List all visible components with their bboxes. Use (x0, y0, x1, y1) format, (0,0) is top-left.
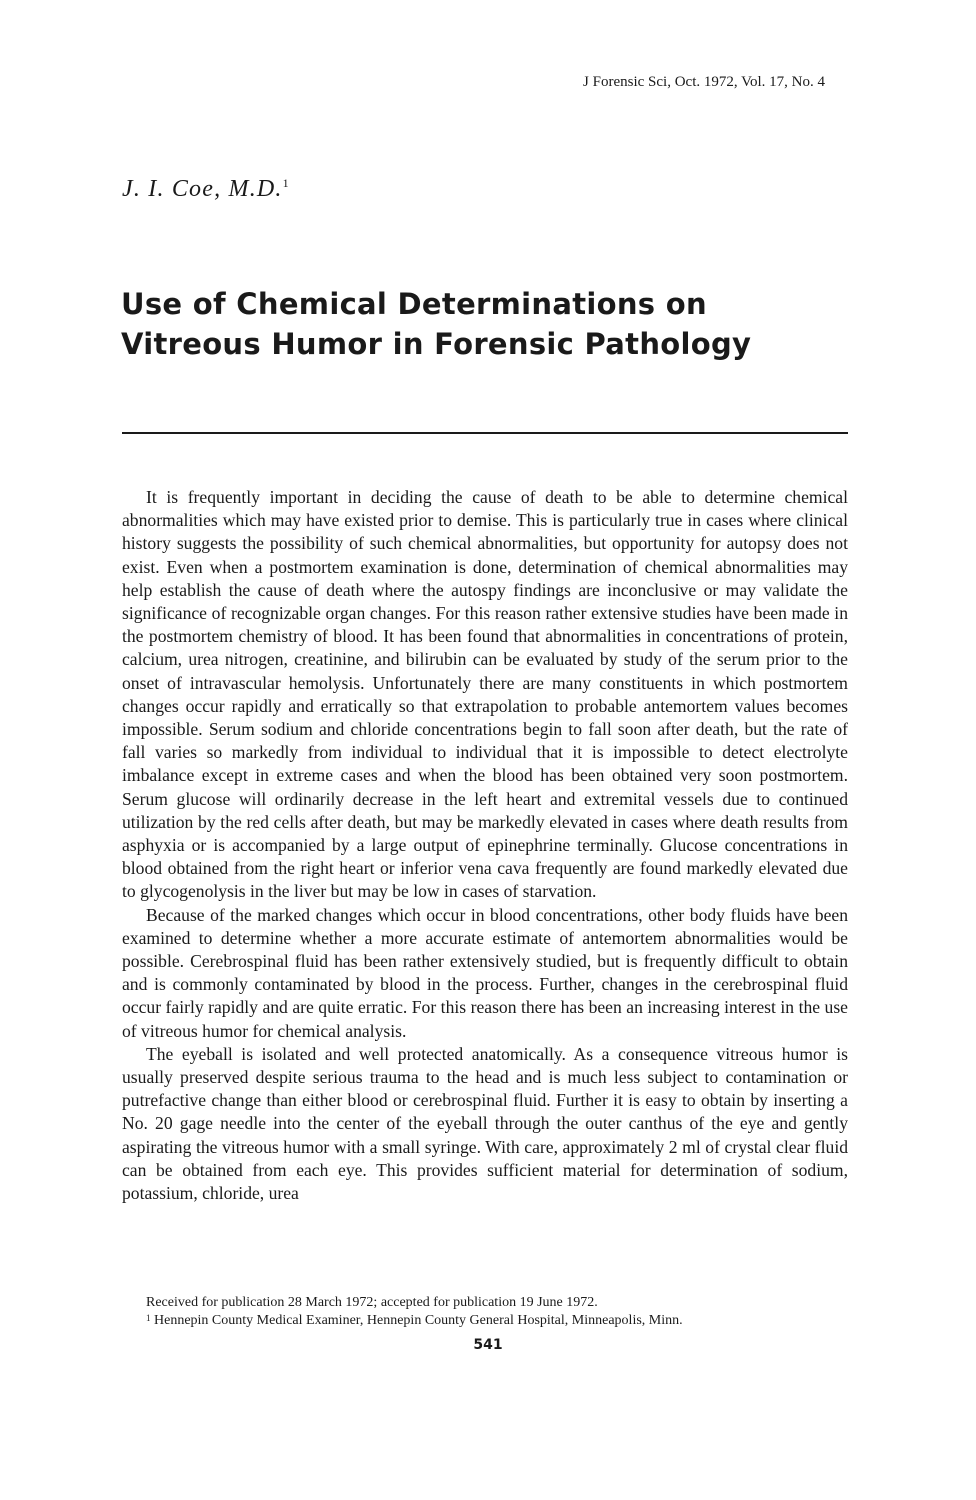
affiliation-mark: 1 (146, 1313, 151, 1323)
body-paragraph: It is frequently important in deciding the cause of death to be able to determine chemical abnormalities which may have existed prior to demise. This is particularly true in cases where clinical history suggests the possibility of such chemical abnormalities, but opportunity for autopsy does not exist. Even when a postmortem examination is done, determination of chemical abnormalities may help establish the cause of death where the autospy findings are inconclusive or may validate the significance of recognizable organ changes. For this reason rather extensive studies have been made in the postmortem chemistry of blood. It has been found that abnormalities in concentrations of protein, calcium, urea nitrogen, creatinine, and bilirubin can be evaluated by study of the serum prior to the onset of intravascular hemolysis. Unfortunately there are many constituents in which postmortem changes occur rapidly and erratically so that extrapolation to probable antemortem values becomes impossible. Serum sodium and chloride concentrations begin to fall soon after death, but the rate of fall varies so markedly from individual to individual that it is impossible to detect electrolyte imbalance except in extreme cases and when the blood has been obtained very soon postmortem. Serum glucose will ordinarily decrease in the left heart and extremital vessels due to continued utilization by the red cells after death, but may be markedly elevated in cases where death results from asphyxia or is accompanied by a large output of epinephrine terminally. Glucose concentrations in blood obtained from the right heart or inferior vena cava frequently are found markedly elevated due to glycogenolysis in the liver but may be low in cases of starvation. (122, 487, 848, 902)
footnotes (122, 1294, 848, 1330)
page-number: 541 (473, 1337, 503, 1353)
title-divider (122, 432, 848, 434)
article-body (122, 486, 848, 1205)
journal-reference: J Forensic Sci, Oct. 1972, Vol. 17, No. 4 (583, 74, 825, 90)
author-byline (122, 176, 289, 203)
body-paragraph: Because of the marked changes which occur in blood concentrations, other body fluids have been examined to determine whether a more accurate estimate of antemortem abnormalities would be possible. Cerebrospinal fluid has been rather extensively studied, but is frequently difficult to obtain and is commonly contaminated by blood in the process. Further, changes in the cerebrospinal fluid occur fairly rapidly and are quite erratic. For this reason there has been an increasing interest in the use of vitreous humor for chemical analysis. (122, 904, 848, 1041)
received-note: Received for publication 28 March 1972; accepted for publication 19 June 1972. (146, 1295, 598, 1310)
body-paragraph: The eyeball is isolated and well protected anatomically. As a consequence vitreous humor is usually preserved despite serious trauma to the head and is much less subject to contamination or putrefactive change than either blood or cerebrospinal fluid. Further it is easy to obtain by inserting a No. 20 gage needle into the center of the eyeball through the outer canthus of the eye and gently aspirating the vitreous humor with a small syringe. With care, approximately 2 ml of crystal clear fluid can be obtained from each eye. This provides sufficient material for determination of sodium, potassium, chloride, urea (122, 1043, 848, 1204)
title-line-1: Use of Chemical Determinations on (121, 287, 707, 321)
affiliation-note (122, 1312, 848, 1330)
author-footnote-mark: 1 (282, 176, 289, 190)
affiliation-text: Hennepin County Medical Examiner, Hennepin County General Hospital, Minneapolis, Minn. (154, 1313, 683, 1328)
title-line-2: Vitreous Humor in Forensic Pathology (121, 327, 752, 361)
article-title (121, 284, 841, 364)
author-name: J. I. Coe, M.D. (122, 176, 283, 202)
